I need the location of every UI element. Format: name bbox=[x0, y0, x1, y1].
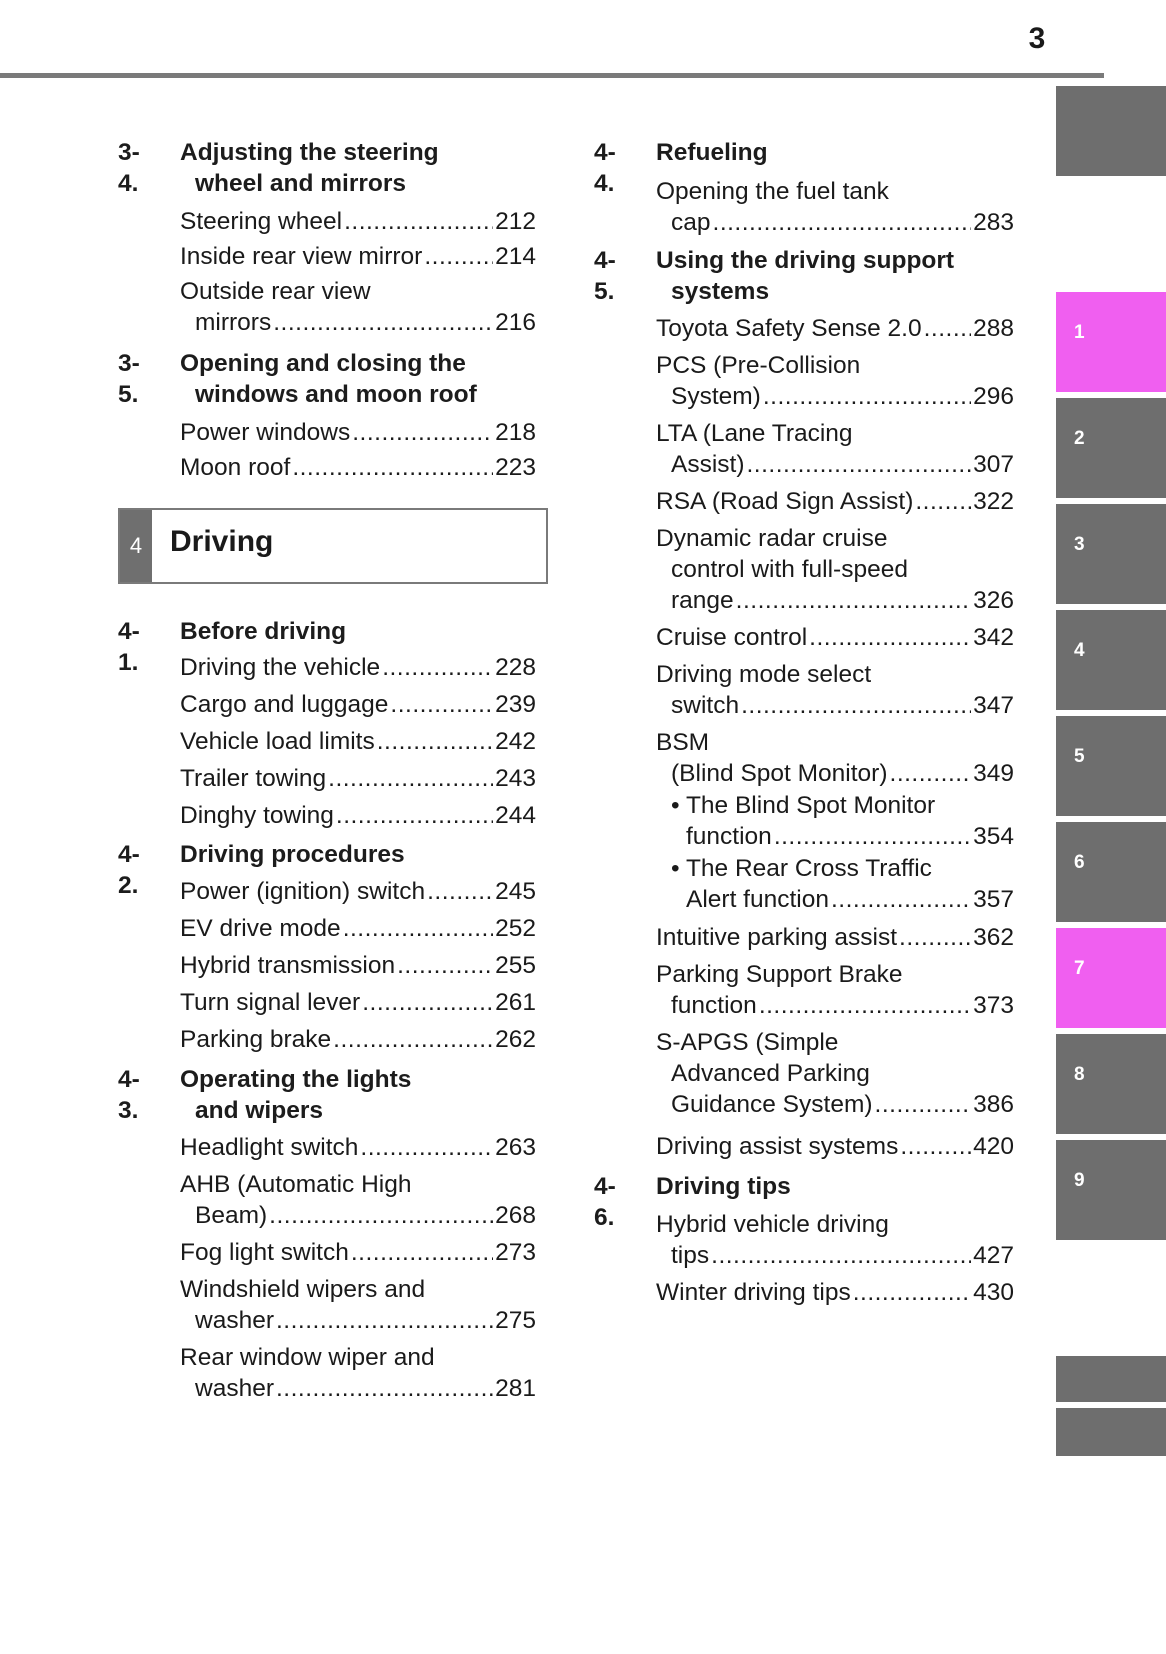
section-title: Opening and closing the bbox=[180, 350, 466, 377]
toc-entry[interactable] bbox=[180, 1169, 536, 1231]
header-rule bbox=[0, 73, 1104, 78]
entry-label-cont: washer bbox=[195, 1307, 274, 1334]
toc-entry[interactable] bbox=[656, 959, 1014, 1021]
entry-page: 347 bbox=[973, 692, 1014, 719]
entry-page: 216 bbox=[495, 309, 536, 336]
toc-entry[interactable] bbox=[656, 922, 1014, 953]
toc-entry[interactable] bbox=[656, 622, 1014, 653]
entry-label: Power windows bbox=[180, 419, 351, 446]
entry-label-cont: Assist) bbox=[671, 451, 745, 478]
toc-entry[interactable] bbox=[180, 1024, 536, 1055]
entry-page: 243 bbox=[495, 765, 536, 792]
entry-label-cont: range bbox=[671, 587, 734, 614]
side-tab-7[interactable]: 7 bbox=[1056, 928, 1166, 1028]
entry-label: Moon roof bbox=[180, 454, 291, 481]
entry-label: Inside rear view mirror bbox=[180, 243, 423, 270]
toc-entry[interactable] bbox=[656, 313, 1014, 344]
entry-page: 357 bbox=[973, 886, 1014, 913]
toc-entry[interactable] bbox=[180, 763, 536, 794]
chapter-title: Driving bbox=[170, 525, 274, 558]
toc-subentry[interactable] bbox=[671, 853, 1014, 915]
entry-page: 386 bbox=[973, 1091, 1014, 1118]
entry-page: 275 bbox=[495, 1307, 536, 1334]
entry-label-cont: control with full-speed bbox=[671, 556, 908, 583]
toc-entry[interactable] bbox=[656, 1027, 1014, 1120]
entry-label: Power (ignition) switch bbox=[180, 878, 426, 905]
toc-entry[interactable] bbox=[656, 486, 1014, 517]
toc-entry[interactable] bbox=[180, 800, 536, 831]
entry-label: Rear window wiper and bbox=[180, 1344, 435, 1371]
entry-page: 420 bbox=[973, 1133, 1014, 1160]
toc-entry[interactable] bbox=[180, 876, 536, 907]
entry-label: Steering wheel bbox=[180, 208, 343, 235]
side-tab-3[interactable]: 3 bbox=[1056, 504, 1166, 604]
entry-page: 281 bbox=[495, 1375, 536, 1402]
toc-entry[interactable] bbox=[656, 727, 1014, 789]
entry-label: AHB (Automatic High bbox=[180, 1171, 412, 1198]
entry-page: 283 bbox=[973, 209, 1014, 236]
entry-label: PCS (Pre-Collision bbox=[656, 352, 861, 379]
section-title: Adjusting the steering bbox=[180, 139, 439, 166]
toc-entry[interactable] bbox=[180, 1132, 536, 1163]
entry-label: RSA (Road Sign Assist) bbox=[656, 488, 914, 515]
toc-entry[interactable] bbox=[656, 176, 1014, 238]
toc-entry[interactable] bbox=[656, 523, 1014, 616]
entry-page: 214 bbox=[495, 243, 536, 270]
entry-page: 307 bbox=[973, 451, 1014, 478]
toc-entry[interactable] bbox=[180, 1342, 536, 1404]
entry-label: Cruise control bbox=[656, 624, 808, 651]
entry-label-cont: function bbox=[671, 992, 757, 1019]
entry-label: • The Rear Cross Traffic bbox=[671, 855, 932, 882]
entry-page: 322 bbox=[973, 488, 1014, 515]
chapter-number: 4 bbox=[120, 510, 152, 582]
toc-entry[interactable] bbox=[180, 1274, 536, 1336]
entry-label: Headlight switch bbox=[180, 1134, 359, 1161]
entry-label: Trailer towing bbox=[180, 765, 327, 792]
entry-label: EV drive mode bbox=[180, 915, 341, 942]
entry-page: 223 bbox=[495, 454, 536, 481]
section-number: 3-4. bbox=[118, 139, 140, 197]
toc-entry[interactable] bbox=[180, 452, 536, 483]
entry-page: 228 bbox=[495, 654, 536, 681]
section-title-cont: wheel and mirrors bbox=[195, 170, 407, 197]
section-number: 4-2. bbox=[118, 841, 140, 899]
entry-label-cont: (Blind Spot Monitor) bbox=[671, 760, 888, 787]
section-title-cont: and wipers bbox=[195, 1097, 323, 1124]
entry-page: 218 bbox=[495, 419, 536, 446]
entry-page: 362 bbox=[973, 924, 1014, 951]
entry-label-cont: Beam) bbox=[195, 1202, 268, 1229]
entry-label: Vehicle load limits bbox=[180, 728, 375, 755]
chapter-header bbox=[118, 508, 548, 584]
toc-entry[interactable] bbox=[180, 689, 536, 720]
entry-label: Hybrid vehicle driving bbox=[656, 1211, 889, 1238]
section-title: Driving procedures bbox=[180, 841, 405, 868]
side-tab-1[interactable]: 1 bbox=[1056, 292, 1166, 392]
side-tab-9[interactable]: 9 bbox=[1056, 1140, 1166, 1240]
section-number: 4-5. bbox=[594, 247, 616, 305]
toc-entry[interactable] bbox=[180, 652, 536, 683]
entry-label-cont: function bbox=[686, 823, 772, 850]
side-tab-blank-top[interactable] bbox=[1056, 86, 1166, 176]
entry-page: 268 bbox=[495, 1202, 536, 1229]
toc-entry[interactable] bbox=[180, 987, 536, 1018]
entry-label: • The Blind Spot Monitor bbox=[671, 792, 936, 819]
entry-page: 342 bbox=[973, 624, 1014, 651]
section-number: 3-5. bbox=[118, 350, 140, 408]
entry-page: 261 bbox=[495, 989, 536, 1016]
entry-label: S-APGS (Simple bbox=[656, 1029, 839, 1056]
entry-page: 245 bbox=[495, 878, 536, 905]
entry-label: Opening the fuel tank bbox=[656, 178, 889, 205]
entry-page: 263 bbox=[495, 1134, 536, 1161]
entry-label: Parking Support Brake bbox=[656, 961, 903, 988]
section-title: Using the driving support bbox=[656, 247, 955, 274]
entry-page: 273 bbox=[495, 1239, 536, 1266]
toc-entry[interactable] bbox=[180, 417, 536, 448]
toc-entry[interactable] bbox=[180, 276, 536, 338]
section-number: 4-6. bbox=[594, 1173, 616, 1231]
section-number: 4-3. bbox=[118, 1066, 140, 1124]
entry-label: Dinghy towing bbox=[180, 802, 334, 829]
page-number: 3 bbox=[1028, 22, 1046, 55]
toc-entry[interactable] bbox=[180, 1237, 536, 1268]
entry-label-cont: switch bbox=[671, 692, 740, 719]
entry-page: 239 bbox=[495, 691, 536, 718]
entry-label: Toyota Safety Sense 2.0 bbox=[656, 315, 922, 342]
entry-label: LTA (Lane Tracing bbox=[656, 420, 853, 447]
entry-label: Turn signal lever bbox=[180, 989, 361, 1016]
entry-label: Fog light switch bbox=[180, 1239, 349, 1266]
toc-entry[interactable] bbox=[180, 726, 536, 757]
entry-page: 430 bbox=[973, 1279, 1014, 1306]
entry-page: 252 bbox=[495, 915, 536, 942]
entry-page: 373 bbox=[973, 992, 1014, 1019]
side-tab-8[interactable]: 8 bbox=[1056, 1034, 1166, 1134]
entry-label: Parking brake bbox=[180, 1026, 332, 1053]
toc-entry[interactable] bbox=[180, 913, 536, 944]
section-number: 4-4. bbox=[594, 139, 616, 197]
section-title-cont: windows and moon roof bbox=[195, 381, 477, 408]
entry-label-cont: mirrors bbox=[195, 309, 272, 336]
side-tab-blank-bottom-1[interactable] bbox=[1056, 1356, 1166, 1402]
side-tab-2[interactable]: 2 bbox=[1056, 398, 1166, 498]
entry-label-cont: washer bbox=[195, 1375, 274, 1402]
toc-entry[interactable] bbox=[180, 241, 536, 272]
entry-label-cont: cap bbox=[671, 209, 711, 236]
entry-label: Dynamic radar cruise bbox=[656, 525, 888, 552]
side-tab-blank-bottom-2[interactable] bbox=[1056, 1408, 1166, 1456]
toc-entry[interactable] bbox=[656, 418, 1014, 480]
entry-label: Hybrid transmission bbox=[180, 952, 396, 979]
section-title: Driving tips bbox=[656, 1173, 791, 1200]
entry-page: 244 bbox=[495, 802, 536, 829]
side-tab-4[interactable]: 4 bbox=[1056, 610, 1166, 710]
entry-page: 326 bbox=[973, 587, 1014, 614]
entry-page: 288 bbox=[973, 315, 1014, 342]
entry-page: 354 bbox=[973, 823, 1014, 850]
toc-entry[interactable] bbox=[656, 350, 1014, 412]
entry-label: BSM bbox=[656, 729, 710, 756]
toc-entry[interactable] bbox=[656, 1277, 1014, 1308]
entry-label-cont: Advanced Parking bbox=[671, 1060, 870, 1087]
entry-page: 242 bbox=[495, 728, 536, 755]
toc-entry[interactable] bbox=[656, 1209, 1014, 1271]
entry-label-cont: Guidance System) bbox=[671, 1091, 873, 1118]
section-number: 4-1. bbox=[118, 618, 140, 676]
side-tab-5[interactable]: 5 bbox=[1056, 716, 1166, 816]
entry-label: Outside rear view bbox=[180, 278, 371, 305]
entry-label-cont: Alert function bbox=[686, 886, 829, 913]
entry-page: 212 bbox=[495, 208, 536, 235]
entry-label: Intuitive parking assist bbox=[656, 924, 898, 951]
toc-entry[interactable] bbox=[180, 206, 536, 237]
toc-entry[interactable] bbox=[656, 659, 1014, 721]
entry-label: Driving the vehicle bbox=[180, 654, 381, 681]
section-title: Refueling bbox=[656, 139, 768, 166]
side-tab-6[interactable]: 6 bbox=[1056, 822, 1166, 922]
section-title-cont: systems bbox=[671, 278, 770, 305]
toc-entry[interactable] bbox=[180, 950, 536, 981]
entry-label-cont: tips bbox=[671, 1242, 710, 1269]
entry-label: Driving mode select bbox=[656, 661, 872, 688]
entry-label: Driving assist systems bbox=[656, 1133, 899, 1160]
entry-page: 255 bbox=[495, 952, 536, 979]
toc-entry[interactable] bbox=[656, 1131, 1014, 1162]
entry-page: 262 bbox=[495, 1026, 536, 1053]
section-title: Before driving bbox=[180, 618, 347, 645]
section-title: Operating the lights bbox=[180, 1066, 412, 1093]
entry-label: Winter driving tips bbox=[656, 1279, 851, 1306]
entry-label: Windshield wipers and bbox=[180, 1276, 426, 1303]
entry-page: 427 bbox=[973, 1242, 1014, 1269]
toc-subentry[interactable] bbox=[671, 790, 1014, 852]
entry-page: 296 bbox=[973, 383, 1014, 410]
entry-page: 349 bbox=[973, 760, 1014, 787]
entry-label-cont: System) bbox=[671, 383, 761, 410]
entry-label: Cargo and luggage bbox=[180, 691, 389, 718]
